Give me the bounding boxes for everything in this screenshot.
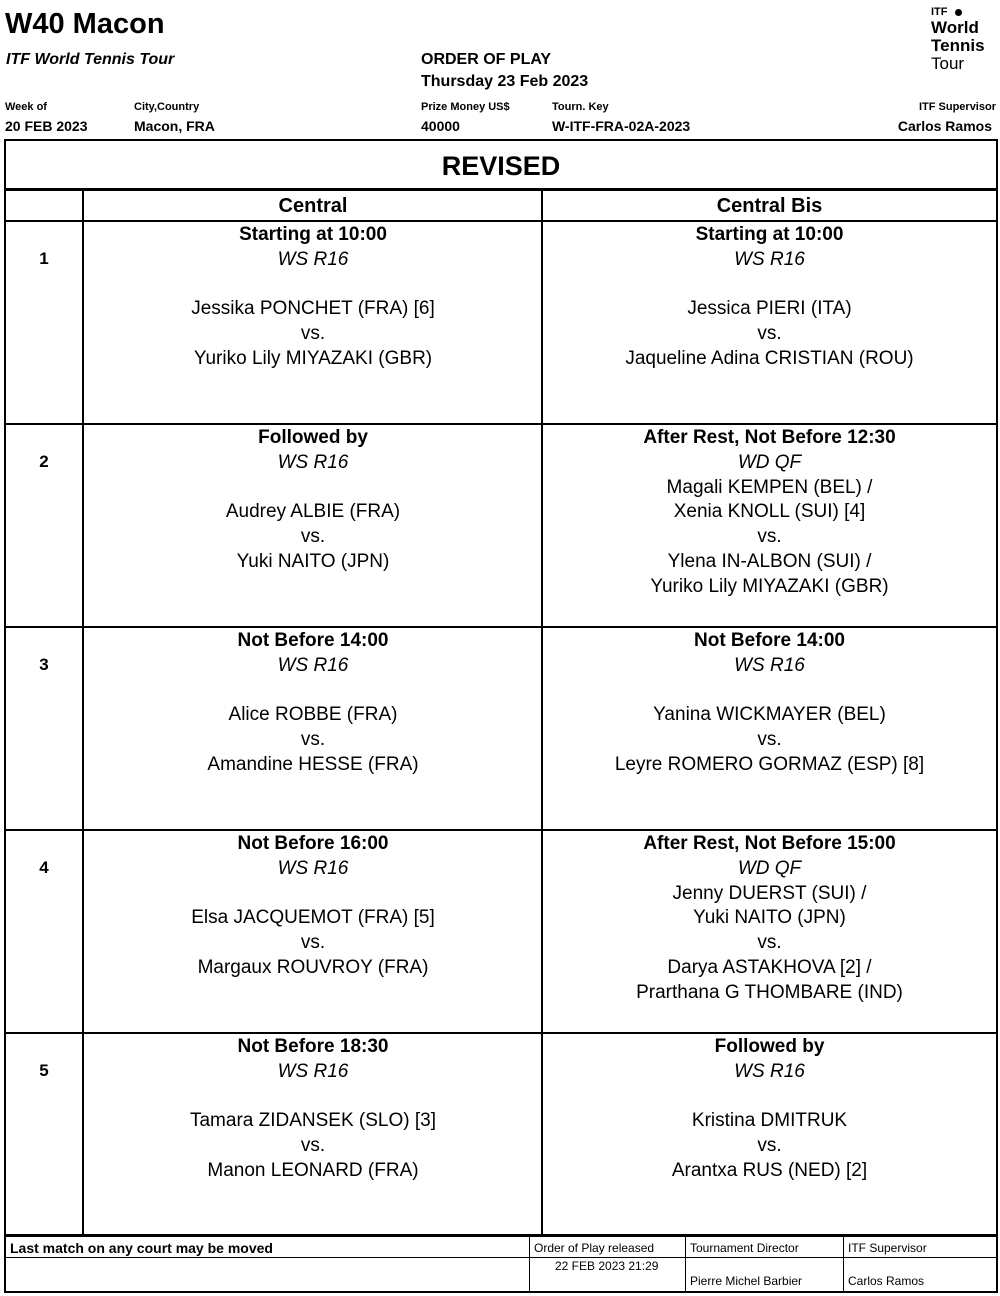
itf-world-tennis-tour-logo: ITF World Tennis Tour xyxy=(931,6,985,73)
match-cell xyxy=(84,223,542,372)
revised-label: REVISED xyxy=(441,151,561,181)
grid-line xyxy=(6,1257,996,1258)
match-event: WS R16 xyxy=(734,654,805,676)
player-line: Jenny DUERST (SUI) / xyxy=(672,882,867,904)
match-time: Not Before 18:30 xyxy=(237,1036,389,1057)
player-line: Yuriko Lily MIYAZAKI (GBR) xyxy=(193,347,433,369)
page-title: W40 Macon xyxy=(5,8,165,40)
match-event: WD QF xyxy=(737,451,802,473)
match-event: WS R16 xyxy=(277,857,349,879)
row-number: 4 xyxy=(39,858,49,877)
match-cell xyxy=(543,426,996,600)
order-of-play-date: Thursday 23 Feb 2023 xyxy=(421,73,589,90)
footer-note: Last match on any court may be moved xyxy=(10,1240,273,1256)
released-label: Order of Play released xyxy=(534,1241,655,1255)
week-of-label: Week of xyxy=(5,101,47,113)
player-line: Jessica PIERI (ITA) xyxy=(687,298,852,320)
match-event: WS R16 xyxy=(277,1060,349,1082)
versus: vs. xyxy=(757,932,782,954)
match-cell xyxy=(84,1035,542,1184)
grid-line xyxy=(6,220,996,222)
player-line: Margaux ROUVROY (FRA) xyxy=(197,956,429,978)
week-of-value: 20 FEB 2023 xyxy=(5,118,88,134)
match-time: Not Before 16:00 xyxy=(237,833,389,854)
match-cell xyxy=(543,629,996,778)
grid-line xyxy=(6,1234,996,1237)
versus: vs. xyxy=(757,323,782,345)
versus: vs. xyxy=(300,729,326,751)
spacer xyxy=(84,476,542,501)
court-header-central: Central xyxy=(278,195,348,217)
grid-line xyxy=(6,423,996,425)
order-of-play-table xyxy=(4,139,998,1293)
player-line: Ylena IN-ALBON (SUI) / xyxy=(667,550,872,572)
match-cell xyxy=(543,223,996,372)
grid-line xyxy=(6,829,996,831)
footer-supervisor-value: Carlos Ramos xyxy=(848,1274,925,1288)
player-line: Xenia KNOLL (SUI) [4] xyxy=(673,501,866,523)
spacer xyxy=(543,273,996,298)
match-event: WS R16 xyxy=(734,248,805,270)
director-label: Tournament Director xyxy=(690,1241,799,1255)
spacer xyxy=(84,273,542,298)
match-time: Starting at 10:00 xyxy=(239,224,387,245)
itf-supervisor-label: ITF Supervisor xyxy=(918,101,996,113)
player-line: Arantxa RUS (NED) [2] xyxy=(671,1159,868,1181)
player-line: Magali KEMPEN (BEL) / xyxy=(666,476,873,498)
player-line: Tamara ZIDANSEK (SLO) [3] xyxy=(189,1110,436,1132)
player-line: Jessika PONCHET (FRA) [6] xyxy=(191,298,435,320)
row-number: 3 xyxy=(39,655,49,674)
match-time: After Rest, Not Before 12:30 xyxy=(643,427,896,448)
tourn-key-label: Tourn. Key xyxy=(552,101,609,113)
tourn-key-value: W-ITF-FRA-02A-2023 xyxy=(552,118,691,134)
match-time: Followed by xyxy=(258,427,368,448)
match-cell xyxy=(543,1035,996,1184)
spacer xyxy=(543,1085,996,1110)
row-number: 5 xyxy=(39,1061,49,1080)
player-line: Amandine HESSE (FRA) xyxy=(207,753,419,775)
match-event: WS R16 xyxy=(277,654,349,676)
versus: vs. xyxy=(300,932,326,954)
match-cell xyxy=(84,426,542,575)
spacer xyxy=(84,679,542,704)
match-time: Not Before 14:00 xyxy=(694,630,845,651)
spacer xyxy=(84,1085,542,1110)
match-time: After Rest, Not Before 15:00 xyxy=(643,833,896,854)
versus: vs. xyxy=(757,1135,782,1157)
player-line: Jaqueline Adina CRISTIAN (ROU) xyxy=(625,347,914,369)
player-line: Darya ASTAKHOVA [2] / xyxy=(667,956,872,978)
revised-banner xyxy=(6,141,996,191)
itf-supervisor-value: Carlos Ramos xyxy=(897,118,992,134)
player-line: Leyre ROMERO GORMAZ (ESP) [8] xyxy=(614,753,925,775)
versus: vs. xyxy=(300,1135,326,1157)
match-time: Starting at 10:00 xyxy=(695,224,844,245)
player-line: Elsa JACQUEMOT (FRA) [5] xyxy=(191,907,435,929)
court-header-central-bis: Central Bis xyxy=(716,195,823,217)
player-line: Prarthana G THOMBARE (IND) xyxy=(636,981,903,1003)
player-line: Yuki NAITO (JPN) xyxy=(693,907,846,929)
match-event: WD QF xyxy=(737,857,802,879)
city-value: Macon, FRA xyxy=(134,118,215,134)
player-line: Kristina DMITRUK xyxy=(691,1110,848,1132)
player-line: Yuriko Lily MIYAZAKI (GBR) xyxy=(650,575,889,597)
player-line: Alice ROBBE (FRA) xyxy=(228,704,398,726)
grid-line xyxy=(6,626,996,628)
match-cell xyxy=(543,832,996,1006)
grid-line xyxy=(6,1032,996,1034)
prize-money-label: Prize Money US$ xyxy=(421,101,510,113)
prize-money-value: 40000 xyxy=(421,118,460,134)
row-number: 2 xyxy=(39,452,49,471)
spacer xyxy=(84,882,542,907)
match-event: WS R16 xyxy=(734,1060,805,1082)
player-line: Yanina WICKMAYER (BEL) xyxy=(653,704,886,726)
match-time: Followed by xyxy=(714,1036,825,1057)
grid-line xyxy=(529,1237,530,1291)
versus: vs. xyxy=(300,323,326,345)
released-value: 22 FEB 2023 21:29 xyxy=(555,1259,659,1273)
row-number: 1 xyxy=(39,249,49,268)
player-line: Yuki NAITO (JPN) xyxy=(236,550,390,572)
city-label: City,Country xyxy=(134,101,200,113)
match-event: WS R16 xyxy=(277,451,349,473)
director-value: Pierre Michel Barbier xyxy=(690,1274,803,1288)
tour-subtitle: ITF World Tennis Tour xyxy=(6,51,175,68)
player-line: Audrey ALBIE (FRA) xyxy=(225,501,401,523)
match-cell xyxy=(84,832,542,981)
match-event: WS R16 xyxy=(277,248,349,270)
versus: vs. xyxy=(300,526,326,548)
spacer xyxy=(543,679,996,704)
grid-line xyxy=(685,1237,686,1291)
grid-line xyxy=(843,1237,844,1291)
order-of-play-heading: ORDER OF PLAY xyxy=(421,51,552,68)
match-cell xyxy=(84,629,542,778)
match-time: Not Before 14:00 xyxy=(237,630,389,651)
footer-supervisor-label: ITF Supervisor xyxy=(848,1241,927,1255)
versus: vs. xyxy=(757,526,782,548)
player-line: Manon LEONARD (FRA) xyxy=(207,1159,419,1181)
versus: vs. xyxy=(757,729,782,751)
